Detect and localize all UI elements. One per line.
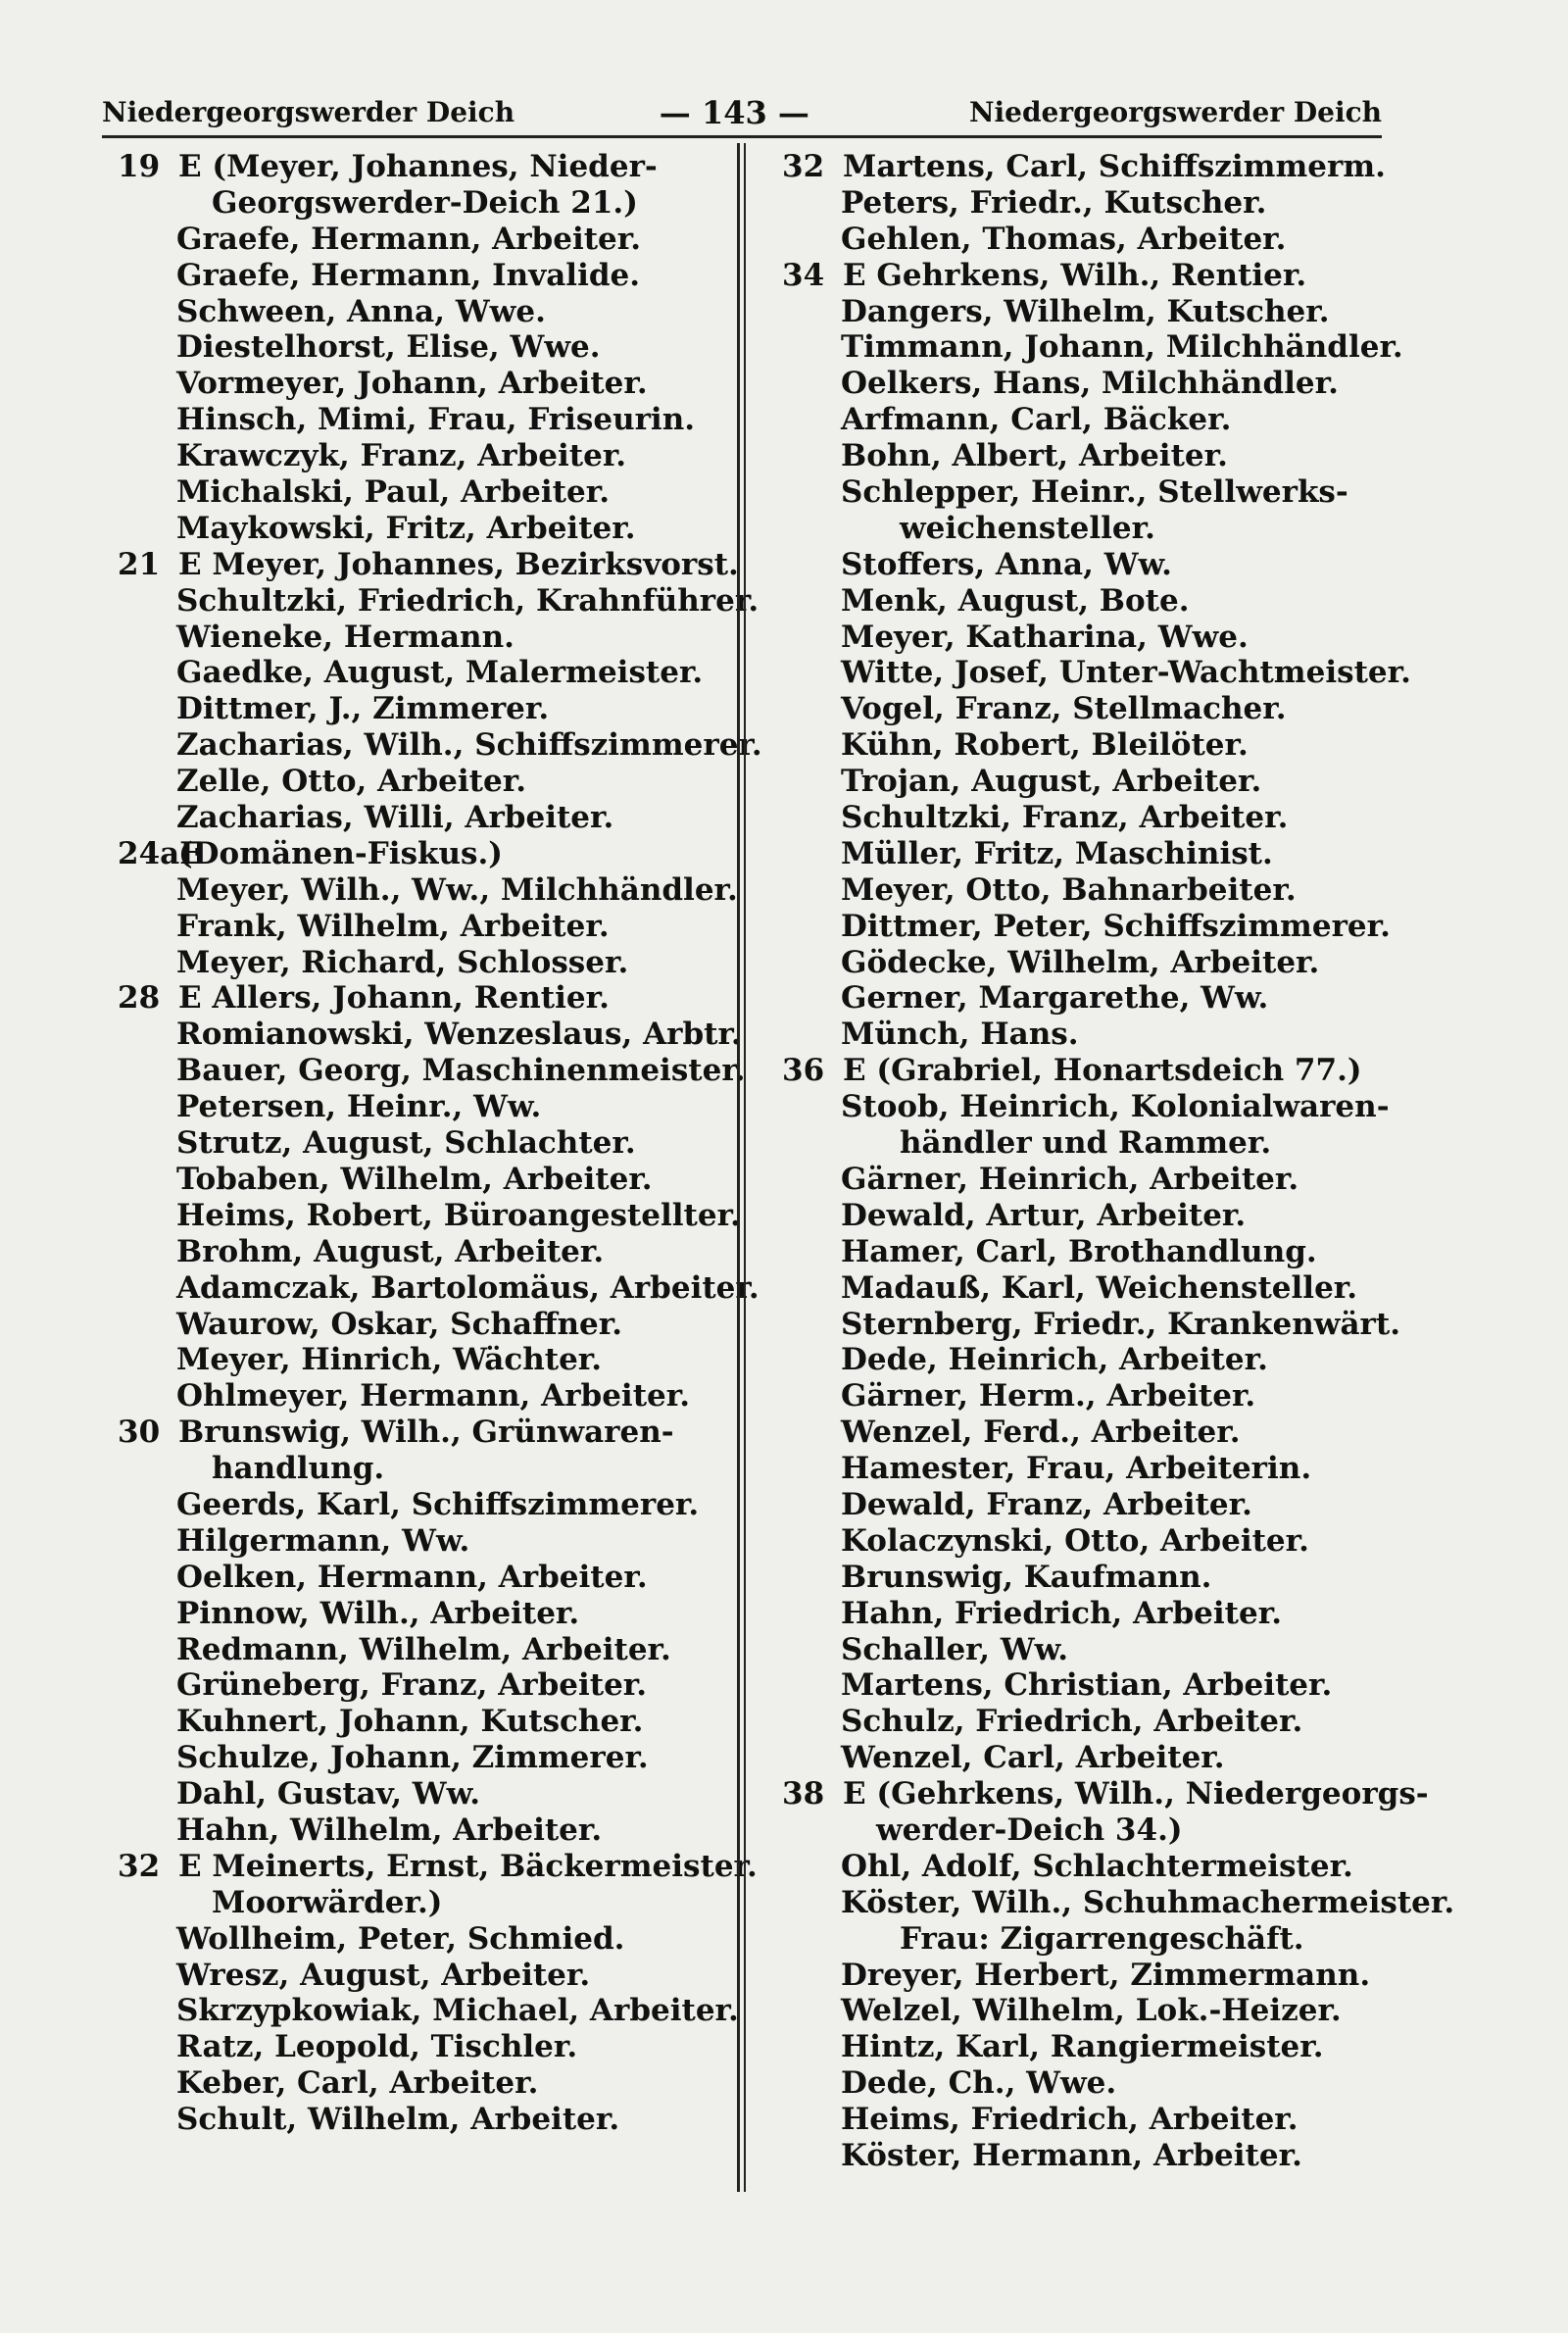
entry-text: E (Meyer, Johannes, Nieder- bbox=[178, 149, 658, 184]
entry-text: Romianowski, Wenzeslaus, Arbtr. bbox=[176, 1017, 742, 1053]
entry-text: Gärner, Heinrich, Arbeiter. bbox=[841, 1161, 1299, 1197]
entry-text: Bohn, Albert, Arbeiter. bbox=[841, 438, 1228, 474]
directory-line bbox=[118, 2029, 735, 2065]
directory-line bbox=[782, 294, 1409, 330]
directory-line bbox=[118, 836, 735, 872]
entry-text: Wresz, August, Arbeiter. bbox=[176, 1957, 591, 1993]
entry-text: Zelle, Otto, Arbeiter. bbox=[176, 764, 526, 800]
entry-text: Schulze, Johann, Zimmerer. bbox=[176, 1740, 649, 1776]
entry-text: Geerds, Karl, Schiffszimmerer. bbox=[176, 1486, 700, 1522]
directory-line bbox=[782, 2029, 1409, 2065]
entry-text: Zacharias, Willi, Arbeiter. bbox=[176, 800, 614, 836]
directory-line bbox=[782, 764, 1409, 800]
directory-line bbox=[782, 1958, 1409, 1994]
entry-text: Köster, Hermann, Arbeiter. bbox=[841, 2137, 1302, 2173]
house-number: 36 bbox=[782, 1053, 825, 1089]
house-number: 32 bbox=[782, 149, 825, 184]
entry-text: Meyer, Hinrich, Wächter. bbox=[176, 1342, 603, 1378]
directory-line bbox=[782, 1053, 1409, 1089]
directory-line bbox=[118, 1269, 760, 1307]
entry-text: Kolaczynski, Otto, Arbeiter. bbox=[841, 1522, 1309, 1559]
directory-line bbox=[782, 474, 1409, 511]
directory-line bbox=[782, 1234, 1409, 1270]
entry-text: Kuhnert, Johann, Kutscher. bbox=[176, 1704, 644, 1740]
entry-text: Brunswig, Kaufmann. bbox=[841, 1559, 1212, 1595]
directory-line bbox=[118, 909, 735, 945]
directory-line bbox=[782, 149, 1409, 185]
directory-line bbox=[782, 872, 1409, 909]
directory-line bbox=[118, 764, 735, 800]
entry-text: Hahn, Friedrich, Arbeiter. bbox=[841, 1595, 1282, 1631]
entry-text: Ohl, Adolf, Schlachtermeister. bbox=[841, 1848, 1353, 1884]
directory-line bbox=[782, 1487, 1409, 1523]
directory-line bbox=[782, 2138, 1409, 2174]
entry-text: Trojan, August, Arbeiter. bbox=[841, 764, 1262, 800]
directory-line bbox=[118, 402, 735, 438]
directory-line bbox=[782, 583, 1409, 620]
directory-line bbox=[118, 1812, 735, 1849]
directory-line bbox=[118, 2102, 735, 2138]
directory-line bbox=[782, 222, 1409, 258]
directory-line bbox=[118, 1704, 735, 1740]
directory-line bbox=[782, 980, 1409, 1017]
entry-text: Gehlen, Thomas, Arbeiter. bbox=[841, 221, 1287, 257]
directory-line bbox=[782, 727, 1409, 764]
entry-text: Grüneberg, Franz, Arbeiter. bbox=[176, 1667, 648, 1704]
entry-text: Köster, Wilh., Schuhmachermeister. bbox=[841, 1884, 1455, 1920]
entry-text: Wenzel, Ferd., Arbeiter. bbox=[841, 1415, 1241, 1451]
entry-text: handlung. bbox=[212, 1451, 385, 1487]
directory-line bbox=[118, 1487, 735, 1523]
directory-line bbox=[118, 294, 735, 330]
entry-text: Hintz, Karl, Rangiermeister. bbox=[841, 2029, 1324, 2065]
entry-text: Dittmer, J., Zimmerer. bbox=[176, 691, 550, 727]
directory-line bbox=[118, 1596, 735, 1632]
entry-text: Ohlmeyer, Hermann, Arbeiter. bbox=[176, 1378, 691, 1415]
entry-text: Meyer, Otto, Bahnarbeiter. bbox=[841, 871, 1297, 908]
entry-text: weichensteller. bbox=[900, 510, 1155, 546]
entry-text: Martens, Christian, Arbeiter. bbox=[841, 1667, 1333, 1704]
directory-line bbox=[118, 655, 735, 691]
entry-text: Strutz, August, Schlachter. bbox=[176, 1125, 636, 1162]
directory-line bbox=[118, 1885, 735, 1921]
entry-text: E Gehrkens, Wilh., Rentier. bbox=[843, 257, 1307, 293]
entry-text: Schulz, Friedrich, Arbeiter. bbox=[841, 1704, 1303, 1740]
entry-text: Wenzel, Carl, Arbeiter. bbox=[841, 1740, 1225, 1776]
entry-text: Schult, Wilhelm, Arbeiter. bbox=[176, 2102, 620, 2138]
entry-text: Gerner, Margarethe, Ww. bbox=[841, 980, 1269, 1017]
directory-line bbox=[118, 582, 760, 620]
directory-line bbox=[118, 1162, 735, 1198]
directory-line bbox=[118, 1958, 735, 1994]
entry-text: Skrzypkowiak, Michael, Arbeiter. bbox=[176, 1993, 739, 2029]
entry-text: Schultzki, Franz, Arbeiter. bbox=[841, 800, 1289, 836]
entry-text: Hamester, Frau, Arbeiterin. bbox=[841, 1451, 1312, 1487]
directory-line bbox=[118, 727, 762, 764]
entry-text: Dahl, Gustav, Ww. bbox=[176, 1776, 480, 1812]
entry-text: Oelken, Hermann, Arbeiter. bbox=[176, 1559, 648, 1595]
directory-line bbox=[782, 1342, 1409, 1378]
directory-line bbox=[118, 185, 735, 222]
directory-line bbox=[118, 1993, 739, 2029]
entry-text: E Allers, Johann, Rentier. bbox=[178, 980, 610, 1017]
directory-line bbox=[782, 1415, 1409, 1451]
directory-line bbox=[782, 1884, 1455, 1921]
entry-text: Dittmer, Peter, Schiffszimmerer. bbox=[841, 908, 1391, 944]
entry-text: Ratz, Leopold, Tischler. bbox=[176, 2029, 578, 2065]
house-number: 21 bbox=[118, 546, 161, 582]
entry-text: Witte, Josef, Unter-Wachtmeister. bbox=[841, 655, 1411, 691]
directory-line bbox=[118, 1523, 735, 1560]
directory-line bbox=[782, 438, 1409, 474]
directory-line bbox=[118, 980, 735, 1017]
entry-text: E Meyer, Johannes, Bezirksvorst. bbox=[178, 546, 739, 582]
entry-text: Sternberg, Friedr., Krankenwärt. bbox=[841, 1306, 1400, 1342]
entry-text: Arfmann, Carl, Bäcker. bbox=[841, 402, 1232, 438]
directory-line bbox=[118, 1053, 746, 1089]
entry-text: Peters, Friedr., Kutscher. bbox=[841, 184, 1267, 221]
entry-text: Frau: Zigarrengeschäft. bbox=[900, 1920, 1304, 1957]
header-rule bbox=[102, 135, 1382, 138]
directory-line bbox=[782, 366, 1409, 402]
directory-line bbox=[118, 329, 735, 366]
entry-text: Dangers, Wilhelm, Kutscher. bbox=[841, 293, 1330, 329]
directory-line bbox=[118, 1415, 735, 1451]
directory-line bbox=[782, 185, 1409, 222]
entry-text: Wieneke, Hermann. bbox=[176, 619, 514, 655]
entry-text: Müller, Fritz, Maschinist. bbox=[841, 835, 1273, 871]
directory-line bbox=[782, 620, 1409, 656]
directory-line bbox=[118, 511, 735, 547]
directory-line bbox=[118, 474, 735, 511]
directory-line bbox=[782, 1849, 1409, 1885]
directory-line bbox=[118, 366, 735, 402]
entry-text: Graefe, Hermann, Invalide. bbox=[176, 257, 641, 293]
directory-line bbox=[118, 1342, 735, 1378]
entry-text: Madauß, Karl, Weichensteller. bbox=[841, 1269, 1358, 1306]
directory-line bbox=[118, 1632, 735, 1668]
entry-text: Brunswig, Wilh., Grünwaren- bbox=[178, 1415, 674, 1451]
entry-text: Münch, Hans. bbox=[841, 1017, 1079, 1053]
entry-text: Schween, Anna, Wwe. bbox=[176, 293, 546, 329]
directory-line bbox=[782, 1596, 1409, 1632]
directory-line bbox=[782, 1560, 1409, 1596]
header-street-right: Niedergeorgswerder Deich bbox=[968, 96, 1382, 128]
directory-line bbox=[118, 222, 735, 258]
directory-line bbox=[782, 1632, 1409, 1668]
entry-text: Schultzki, Friedrich, Krahnführer. bbox=[176, 582, 760, 619]
directory-line bbox=[118, 1378, 735, 1415]
entry-text: Zacharias, Wilh., Schiffszimmerer. bbox=[176, 727, 762, 764]
entry-text: Gödecke, Wilhelm, Arbeiter. bbox=[841, 944, 1320, 980]
entry-text: Hahn, Wilhelm, Arbeiter. bbox=[176, 1812, 603, 1848]
directory-line bbox=[782, 511, 1409, 547]
directory-line bbox=[782, 1921, 1409, 1958]
directory-line bbox=[782, 1993, 1409, 2029]
directory-line bbox=[782, 2102, 1409, 2138]
directory-line bbox=[782, 1162, 1409, 1198]
entry-text: Stoffers, Anna, Ww. bbox=[841, 546, 1172, 582]
directory-line bbox=[782, 800, 1409, 836]
entry-text: Redmann, Wilhelm, Arbeiter. bbox=[176, 1631, 671, 1667]
entry-text: E (Gehrkens, Wilh., Niedergeorgs- bbox=[843, 1776, 1429, 1812]
entry-text: Welzel, Wilhelm, Lok.-Heizer. bbox=[841, 1993, 1342, 2029]
entry-text: Dreyer, Herbert, Zimmermann. bbox=[841, 1957, 1371, 1993]
house-number: 19 bbox=[118, 149, 161, 184]
directory-line bbox=[782, 2065, 1409, 2102]
entry-text: Waurow, Oskar, Schaffner. bbox=[176, 1306, 623, 1342]
entry-text: E Meinerts, Ernst, Bäckermeister. bbox=[178, 1848, 758, 1884]
entry-text: E (Grabriel, Honartsdeich 77.) bbox=[843, 1053, 1362, 1089]
entry-text: Hilgermann, Ww. bbox=[176, 1522, 470, 1559]
entry-text: Vogel, Franz, Stellmacher. bbox=[841, 691, 1287, 727]
entry-text: Gaedke, August, Malermeister. bbox=[176, 655, 704, 691]
entry-text: Pinnow, Wilh., Arbeiter. bbox=[176, 1595, 580, 1631]
entry-text: Meyer, Richard, Schlosser. bbox=[176, 944, 629, 980]
directory-line bbox=[118, 1307, 735, 1343]
column-divider bbox=[737, 143, 746, 2192]
directory-line bbox=[782, 1704, 1409, 1740]
directory-line bbox=[118, 1560, 735, 1596]
entry-text: Dede, Ch., Wwe. bbox=[841, 2065, 1117, 2102]
directory-line bbox=[782, 329, 1409, 366]
entry-text: Brohm, August, Arbeiter. bbox=[176, 1233, 605, 1269]
entry-text: Georgswerder-Deich 21.) bbox=[212, 184, 638, 221]
page-header bbox=[102, 86, 1382, 141]
entry-text: Kühn, Robert, Bleilöter. bbox=[841, 727, 1249, 764]
directory-line bbox=[782, 909, 1409, 945]
directory-line bbox=[118, 871, 738, 909]
directory-line bbox=[118, 800, 735, 836]
entry-text: Graefe, Hermann, Arbeiter. bbox=[176, 221, 642, 257]
entry-text: Moorwärder.) bbox=[212, 1884, 443, 1920]
entry-text: werder-Deich 34.) bbox=[876, 1812, 1183, 1848]
directory-line bbox=[782, 1378, 1409, 1415]
entry-text: Gärner, Herm., Arbeiter. bbox=[841, 1378, 1256, 1415]
directory-line bbox=[118, 1776, 735, 1812]
directory-line bbox=[782, 836, 1409, 872]
directory-line bbox=[782, 1089, 1409, 1125]
house-number: 30 bbox=[118, 1415, 161, 1451]
directory-line bbox=[118, 149, 735, 185]
entry-text: Oelkers, Hans, Milchhändler. bbox=[841, 366, 1339, 402]
entry-text: Heims, Friedrich, Arbeiter. bbox=[841, 2102, 1298, 2138]
directory-line bbox=[782, 402, 1409, 438]
directory-line bbox=[782, 1017, 1409, 1053]
entry-text: Bauer, Georg, Maschinenmeister. bbox=[176, 1053, 746, 1089]
directory-line bbox=[782, 1125, 1409, 1162]
house-number: 24aE bbox=[118, 835, 203, 871]
directory-line bbox=[118, 945, 735, 981]
entry-text: Dede, Heinrich, Arbeiter. bbox=[841, 1342, 1268, 1378]
directory-line bbox=[782, 1776, 1429, 1812]
entry-text: Michalski, Paul, Arbeiter. bbox=[176, 474, 611, 511]
directory-line bbox=[782, 655, 1409, 691]
directory-line bbox=[118, 1234, 735, 1270]
entry-text: Schaller, Ww. bbox=[841, 1631, 1069, 1667]
directory-line bbox=[782, 1270, 1409, 1307]
entry-text: Diestelhorst, Elise, Wwe. bbox=[176, 329, 601, 366]
entry-text: Hinsch, Mimi, Frau, Friseurin. bbox=[176, 402, 696, 438]
entry-text: Keber, Carl, Arbeiter. bbox=[176, 2065, 539, 2102]
directory-line bbox=[118, 438, 735, 474]
directory-line bbox=[782, 1740, 1409, 1776]
directory-line bbox=[118, 1921, 735, 1958]
entry-text: Vormeyer, Johann, Arbeiter. bbox=[176, 366, 648, 402]
directory-line bbox=[118, 691, 735, 727]
entry-text: Dewald, Franz, Arbeiter. bbox=[841, 1486, 1252, 1522]
entry-text: Schlepper, Heinr., Stellwerks- bbox=[841, 474, 1348, 511]
entry-text: Tobaben, Wilhelm, Arbeiter. bbox=[176, 1161, 653, 1197]
entry-text: händler und Rammer. bbox=[900, 1125, 1272, 1162]
directory-line bbox=[118, 1451, 735, 1487]
directory-line bbox=[118, 1848, 758, 1885]
directory-line bbox=[782, 1451, 1409, 1487]
entry-text: Meyer, Katharina, Wwe. bbox=[841, 619, 1249, 655]
entry-text: Petersen, Heinr., Ww. bbox=[176, 1089, 542, 1125]
house-number: 34 bbox=[782, 257, 825, 293]
entry-text: Martens, Carl, Schiffszimmerm. bbox=[843, 149, 1386, 184]
house-number: 28 bbox=[118, 980, 161, 1017]
entry-text: Wollheim, Peter, Schmied. bbox=[176, 1920, 625, 1957]
entry-text: Stoob, Heinrich, Kolonialwaren- bbox=[841, 1089, 1390, 1125]
left-column bbox=[118, 149, 762, 2138]
directory-line bbox=[118, 1740, 735, 1776]
directory-line bbox=[782, 691, 1409, 727]
directory-line bbox=[118, 258, 735, 294]
entry-text: Menk, August, Bote. bbox=[841, 582, 1190, 619]
directory-line bbox=[118, 1089, 735, 1125]
directory-line bbox=[118, 620, 735, 656]
house-number: 32 bbox=[118, 1848, 161, 1884]
directory-line bbox=[782, 1198, 1409, 1234]
directory-line bbox=[782, 1523, 1409, 1560]
entry-text: Maykowski, Fritz, Arbeiter. bbox=[176, 510, 636, 546]
entry-text: Krawczyk, Franz, Arbeiter. bbox=[176, 438, 627, 474]
entry-text: Heims, Robert, Büroangestellter. bbox=[176, 1197, 741, 1233]
entry-text: Dewald, Artur, Arbeiter. bbox=[841, 1197, 1247, 1233]
directory-line bbox=[782, 1812, 1409, 1849]
entry-text: Frank, Wilhelm, Arbeiter. bbox=[176, 908, 610, 944]
entry-text: Meyer, Wilh., Ww., Milchhändler. bbox=[176, 871, 738, 908]
right-column bbox=[782, 149, 1455, 2174]
directory-line bbox=[118, 1017, 742, 1053]
directory-line bbox=[118, 1667, 735, 1704]
directory-line bbox=[782, 258, 1409, 294]
directory-line bbox=[118, 1197, 741, 1234]
entry-text: Timmann, Johann, Milchhändler. bbox=[841, 329, 1403, 366]
directory-line bbox=[118, 546, 739, 583]
directory-line bbox=[118, 1125, 735, 1162]
house-number: 38 bbox=[782, 1776, 825, 1812]
directory-line bbox=[782, 945, 1409, 981]
directory-line bbox=[782, 547, 1409, 583]
directory-line bbox=[118, 2065, 735, 2102]
header-street-left: Niedergeorgswerder Deich bbox=[102, 96, 515, 128]
entry-text: (Domänen-Fiskus.) bbox=[178, 835, 503, 871]
directory-line bbox=[782, 1667, 1409, 1704]
page-number: — 143 — bbox=[659, 94, 809, 131]
directory-line bbox=[782, 1307, 1409, 1343]
entry-text: Adamczak, Bartolomäus, Arbeiter. bbox=[176, 1269, 760, 1306]
entry-text: Hamer, Carl, Brothandlung. bbox=[841, 1233, 1317, 1269]
